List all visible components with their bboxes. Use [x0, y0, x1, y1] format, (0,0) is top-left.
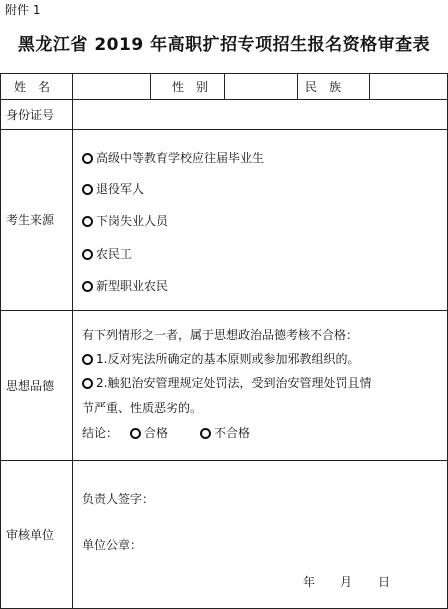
source-option-migrant-worker[interactable]	[82, 245, 132, 262]
radio-ring-icon	[82, 216, 93, 227]
option-label: 新型职业农民	[96, 279, 169, 293]
table-rule	[0, 73, 1, 609]
date-day-label: 日	[378, 575, 391, 589]
gender-label: 性别	[172, 79, 221, 94]
form-title: 黑龙江省 2019 年高职扩招专项招生报名资格审查表	[17, 35, 431, 55]
radio-ring-icon	[82, 184, 93, 195]
source-option-graduate[interactable]	[82, 149, 264, 166]
ideology-item-1[interactable]	[82, 350, 359, 367]
source-option-unemployed[interactable]	[82, 212, 168, 229]
id-number-label: 身份证号	[6, 107, 55, 122]
radio-ring-icon	[82, 354, 93, 365]
source-option-new-farmer[interactable]	[82, 277, 168, 294]
conclusion-label: 结论：	[82, 426, 119, 440]
radio-ring-icon	[200, 428, 211, 439]
signature-label: 负责人签字：	[82, 492, 155, 506]
table-rule	[0, 129, 448, 130]
attachment-label: 附件 1	[5, 3, 41, 17]
radio-ring-icon	[82, 249, 93, 260]
item-text: 2.触犯治安管理规定处罚法，受到治安管理处罚且情	[96, 376, 372, 390]
ideology-label: 思想品德	[6, 378, 55, 393]
radio-ring-icon	[82, 378, 93, 389]
table-rule	[150, 73, 151, 99]
ethnicity-label: 民族	[305, 79, 354, 94]
radio-ring-icon	[130, 428, 141, 439]
name-field[interactable]	[73, 74, 149, 98]
ideology-intro: 有下列情形之一者，属于思想政治品德考核不合格：	[82, 328, 359, 342]
ethnicity-field[interactable]	[370, 74, 446, 98]
date-year-label: 年	[303, 575, 316, 589]
option-label: 合格	[144, 426, 169, 440]
source-option-veteran[interactable]	[82, 180, 144, 197]
option-label: 退役军人	[96, 182, 145, 196]
table-rule	[0, 310, 448, 311]
review-unit-label: 审核单位	[6, 527, 55, 542]
table-rule	[72, 73, 73, 609]
signature-field[interactable]	[160, 486, 430, 508]
radio-ring-icon	[82, 153, 93, 164]
table-rule	[0, 460, 448, 461]
id-number-field[interactable]	[73, 100, 446, 128]
ideology-item-2[interactable]	[82, 374, 371, 391]
conclusion-fail-option[interactable]	[200, 424, 250, 441]
table-rule	[297, 73, 298, 99]
option-label: 下岗失业人员	[96, 214, 169, 228]
gender-field[interactable]	[225, 74, 296, 98]
option-label: 高级中等教育学校应往届毕业生	[96, 151, 265, 165]
option-label: 农民工	[96, 247, 133, 261]
option-label: 不合格	[214, 426, 251, 440]
date-month-label: 月	[340, 575, 353, 589]
radio-ring-icon	[82, 281, 93, 292]
name-label: 姓名	[14, 79, 63, 94]
conclusion-pass-option[interactable]	[130, 424, 168, 441]
item-text: 1.反对宪法所确定的基本原则或参加邪教组织的。	[96, 352, 360, 366]
ideology-item-2-continued: 节严重、性质恶劣的。	[82, 401, 203, 415]
seal-label: 单位公章：	[82, 538, 143, 552]
seal-field[interactable]	[150, 532, 430, 554]
source-label: 考生来源	[6, 213, 55, 227]
